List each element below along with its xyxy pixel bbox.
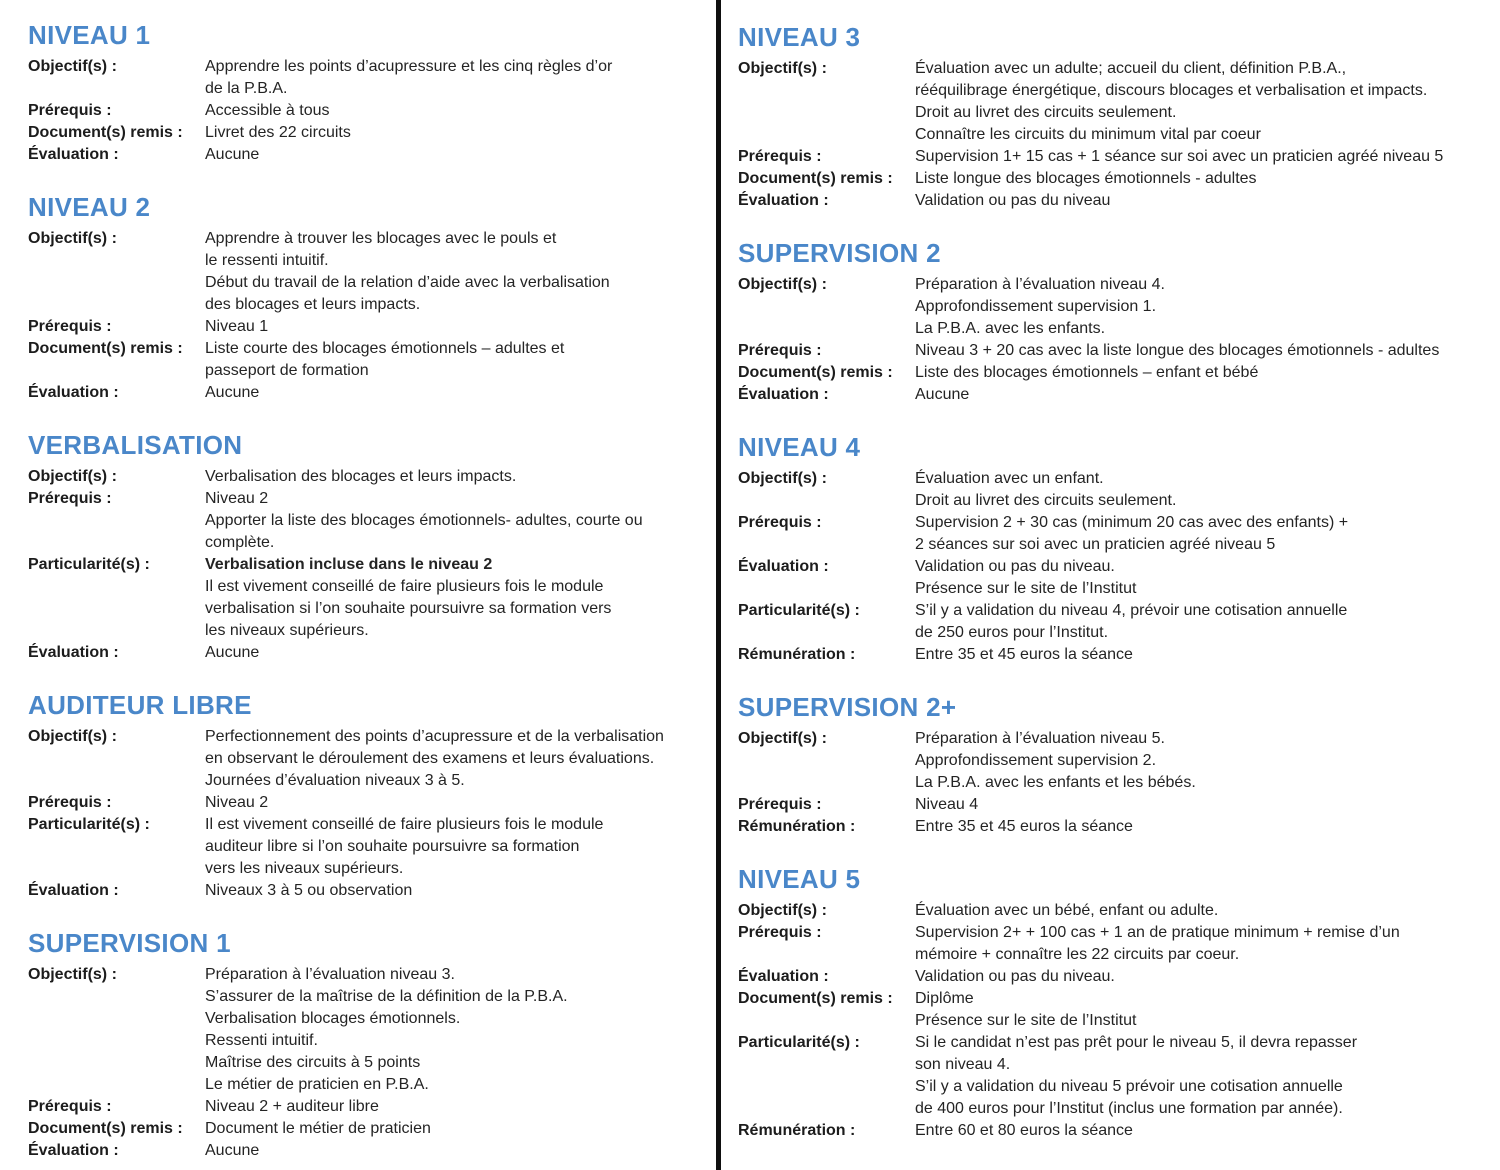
section-title: VERBALISATION [28,430,243,460]
field-row-pr-requis [28,792,710,814]
value-line: Maîtrise des circuits à 5 points [205,1054,421,1071]
value-line: Niveau 4 [915,796,979,813]
section-niveau-2 [28,192,710,404]
field-value [205,792,710,814]
value-line: vers les niveaux supérieurs. [205,860,404,877]
field-label: Objectif(s) : [28,230,117,247]
value-line: Droit au livret des circuits seulement. [915,104,1177,121]
section-title: NIVEAU 1 [28,20,151,50]
field-value [205,1118,710,1140]
field-row-objectifs [738,728,1492,794]
field-label: Objectif(s) : [738,730,827,747]
value-line: S’assurer de la maîtrise de la définition de la P.B.A. [205,988,568,1005]
value-line: Apprendre à trouver les blocages avec le pouls et [205,230,557,247]
field-label: Prérequis : [28,102,112,119]
field-row-valuation [28,642,710,664]
field-value [915,384,1492,406]
field-row-pr-requis [738,146,1492,168]
field-row-objectifs [738,900,1492,922]
field-row-r-mun-ration [738,644,1492,666]
field-row-documents-remis [738,168,1492,190]
field-row-valuation [738,384,1492,406]
section-niveau-3 [738,22,1492,212]
field-label: Évaluation : [738,386,829,403]
field-label: Objectif(s) : [738,60,827,77]
section-title: NIVEAU 3 [738,22,861,52]
section-title: NIVEAU 5 [738,864,861,894]
section-title: AUDITEUR LIBRE [28,690,252,720]
value-line: Niveau 3 + 20 cas avec la liste longue des blocages émotionnels - adultes [915,342,1440,359]
section-title: SUPERVISION 1 [28,928,231,958]
field-label: Document(s) remis : [738,364,893,381]
field-row-pr-requis [28,316,710,338]
field-value [915,600,1492,644]
field-row-documents-remis [28,338,710,382]
value-line: Supervision 2 + 30 cas (minimum 20 cas avec des enfants) + [915,514,1349,531]
field-label: Objectif(s) : [28,58,117,75]
value-line: Ressenti intuitif. [205,1032,318,1049]
field-row-documents-remis [28,122,710,144]
field-value [915,274,1492,340]
field-row-objectifs [28,56,710,100]
value-line: 2 séances sur soi avec un praticien agréé niveau 5 [915,536,1276,553]
value-line: Validation ou pas du niveau. [915,558,1115,575]
section-title: NIVEAU 4 [738,432,861,462]
field-value [915,190,1492,212]
value-line: Évaluation avec un bébé, enfant ou adulte. [915,902,1219,919]
field-label: Objectif(s) : [28,468,117,485]
field-row-objectifs [738,468,1492,512]
field-label: Évaluation : [738,968,829,985]
field-row-valuation [738,190,1492,212]
value-line: Préparation à l’évaluation niveau 3. [205,966,455,983]
section-supervision-2 [738,692,1492,838]
field-row-particularit-s [738,600,1492,644]
field-label: Prérequis : [738,924,822,941]
section-title: SUPERVISION 2+ [738,692,957,722]
value-line: La P.B.A. avec les enfants et les bébés. [915,774,1196,791]
section-auditeur-libre [28,690,710,902]
value-line: Début du travail de la relation d’aide avec la verbalisation [205,274,610,291]
field-row-objectifs [28,726,710,792]
value-line: Accessible à tous [205,102,330,119]
value-line: Le métier de praticien en P.B.A. [205,1076,429,1093]
value-line: de 250 euros pour l’Institut. [915,624,1109,641]
value-line: Journées d’évaluation niveaux 3 à 5. [205,772,465,789]
value-line: des blocages et leurs impacts. [205,296,421,313]
field-value [915,966,1492,988]
value-line: Il est vivement conseillé de faire plusieurs fois le module [205,816,604,833]
value-line: Entre 35 et 45 euros la séance [915,646,1133,663]
field-value [915,168,1492,190]
field-label: Prérequis : [738,796,822,813]
value-line: Évaluation avec un adulte; accueil du client, définition P.B.A., [915,60,1347,77]
field-value [205,228,710,316]
field-value [205,726,710,792]
value-line: Verbalisation des blocages et leurs impacts. [205,468,517,485]
field-label: Rémunération : [738,1122,856,1139]
field-label: Particularité(s) : [28,816,150,833]
value-line: son niveau 4. [915,1056,1011,1073]
field-label: Particularité(s) : [738,602,860,619]
field-row-objectifs [28,466,710,488]
field-row-documents-remis [28,1118,710,1140]
value-line: Verbalisation blocages émotionnels. [205,1010,461,1027]
field-row-pr-requis [738,794,1492,816]
field-row-objectifs [738,274,1492,340]
field-value [205,466,710,488]
field-value [205,814,710,880]
field-label: Document(s) remis : [738,170,893,187]
field-value [915,340,1492,362]
field-row-valuation [28,880,710,902]
value-line: Approfondissement supervision 2. [915,752,1157,769]
field-row-documents-remis [738,988,1492,1032]
field-value [915,468,1492,512]
field-label: Évaluation : [28,146,119,163]
field-row-particularit-s [28,554,710,642]
field-label: Prérequis : [738,342,822,359]
value-line: Liste des blocages émotionnels – enfant et bébé [915,364,1259,381]
value-line: Supervision 1+ 15 cas + 1 séance sur soi avec un praticien agréé niveau 5 [915,148,1444,165]
field-value [205,56,710,100]
field-row-pr-requis [738,512,1492,556]
field-value [205,488,710,554]
value-line: rééquilibrage énergétique, discours blocages et verbalisation et impacts. [915,82,1428,99]
value-line: complète. [205,534,275,551]
field-row-valuation [28,1140,710,1162]
value-line: Aucune [205,1142,260,1159]
value-line: de 400 euros pour l’Institut (inclus une formation par année). [915,1100,1343,1117]
field-value [205,964,710,1096]
value-line: Connaître les circuits du minimum vital par coeur [915,126,1261,143]
field-value [205,1096,710,1118]
field-value [205,316,710,338]
field-label: Particularité(s) : [738,1034,860,1051]
field-label: Document(s) remis : [28,340,183,357]
right-column [721,0,1500,1170]
field-label: Évaluation : [28,882,119,899]
field-value [915,988,1492,1032]
field-value [205,880,710,902]
field-label: Prérequis : [28,794,112,811]
field-label: Prérequis : [28,1098,112,1115]
field-row-r-mun-ration [738,816,1492,838]
value-line: passeport de formation [205,362,369,379]
field-row-pr-requis [28,1096,710,1118]
field-label: Document(s) remis : [738,990,893,1007]
field-label: Rémunération : [738,818,856,835]
section-title: NIVEAU 2 [28,192,151,222]
field-row-objectifs [28,964,710,1096]
field-row-pr-requis [738,922,1492,966]
field-value [915,900,1492,922]
field-value [205,1140,710,1162]
value-line: Diplôme [915,990,974,1007]
value-line: Aucune [205,644,260,661]
section-title: SUPERVISION 2 [738,238,941,268]
section-niveau-1 [28,20,710,166]
field-value [205,144,710,166]
value-line: Apporter la liste des blocages émotionnels- adultes, courte ou [205,512,643,529]
section-niveau-5 [738,864,1492,1142]
value-line: Liste longue des blocages émotionnels - adultes [915,170,1257,187]
field-value [915,816,1492,838]
field-row-valuation [738,966,1492,988]
field-row-particularit-s [28,814,710,880]
value-line: Niveau 1 [205,318,269,335]
value-line: Niveau 2 + auditeur libre [205,1098,379,1115]
value-line: Préparation à l’évaluation niveau 4. [915,276,1165,293]
field-row-valuation [28,382,710,404]
left-column [0,0,716,1170]
value-line: Évaluation avec un enfant. [915,470,1104,487]
field-value [915,556,1492,600]
field-value [915,58,1492,146]
section-supervision-2 [738,238,1492,406]
field-value [205,338,710,382]
value-line: S’il y a validation du niveau 4, prévoir une cotisation annuelle [915,602,1348,619]
value-line: Document le métier de praticien [205,1120,431,1137]
field-label: Évaluation : [738,558,829,575]
field-value [915,644,1492,666]
value-line: Supervision 2+ + 100 cas + 1 an de pratique minimum + remise d’un [915,924,1400,941]
field-row-particularit-s [738,1032,1492,1120]
field-row-pr-requis [738,340,1492,362]
value-line: Préparation à l’évaluation niveau 5. [915,730,1165,747]
field-value [915,146,1492,168]
field-label: Objectif(s) : [738,902,827,919]
value-line: S’il y a validation du niveau 5 prévoir une cotisation annuelle [915,1078,1343,1095]
field-value [915,362,1492,384]
section-verbalisation [28,430,710,664]
field-label: Prérequis : [28,318,112,335]
field-value [915,1032,1492,1120]
field-label: Objectif(s) : [738,470,827,487]
value-line: Niveaux 3 à 5 ou observation [205,882,413,899]
field-label: Évaluation : [28,384,119,401]
value-line: les niveaux supérieurs. [205,622,369,639]
field-label: Document(s) remis : [28,1120,183,1137]
field-row-documents-remis [738,362,1492,384]
value-line: le ressenti intuitif. [205,252,329,269]
value-line: Présence sur le site de l’Institut [915,580,1137,597]
field-label: Rémunération : [738,646,856,663]
section-supervision-1 [28,928,710,1162]
field-value [915,1120,1492,1142]
field-row-objectifs [28,228,710,316]
field-value [915,794,1492,816]
field-value [205,122,710,144]
value-line: verbalisation si l’on souhaite poursuivre sa formation vers [205,600,612,617]
value-line: Validation ou pas du niveau [915,192,1111,209]
field-label: Document(s) remis : [28,124,183,141]
value-line: Validation ou pas du niveau. [915,968,1115,985]
value-line: Si le candidat n’est pas prêt pour le niveau 5, il devra repasser [915,1034,1358,1051]
field-label: Prérequis : [738,514,822,531]
value-line: en observant le déroulement des examens et leurs évaluations. [205,750,655,767]
value-line: Apprendre les points d’acupressure et les cinq règles d’or [205,58,613,75]
field-value [915,728,1492,794]
field-label: Objectif(s) : [738,276,827,293]
value-line: Approfondissement supervision 1. [915,298,1157,315]
field-row-objectifs [738,58,1492,146]
field-value [205,382,710,404]
value-line: Entre 35 et 45 euros la séance [915,818,1133,835]
field-row-valuation [28,144,710,166]
field-value [205,642,710,664]
field-row-pr-requis [28,100,710,122]
value-line: auditeur libre si l’on souhaite poursuivre sa formation [205,838,580,855]
value-line: Aucune [205,146,260,163]
value-line: Liste courte des blocages émotionnels – adultes et [205,340,565,357]
field-label: Évaluation : [28,644,119,661]
value-line: Il est vivement conseillé de faire plusieurs fois le module [205,578,604,595]
field-row-pr-requis [28,488,710,554]
value-line: Niveau 2 [205,794,269,811]
field-value [205,554,710,642]
value-line: Droit au livret des circuits seulement. [915,492,1177,509]
value-line: Aucune [915,386,970,403]
value-line: de la P.B.A. [205,80,288,97]
field-value [915,922,1492,966]
field-row-valuation [738,556,1492,600]
field-label: Particularité(s) : [28,556,150,573]
value-line: Entre 60 et 80 euros la séance [915,1122,1133,1139]
value-line: La P.B.A. avec les enfants. [915,320,1106,337]
field-label: Évaluation : [28,1142,119,1159]
field-label: Prérequis : [28,490,112,507]
value-line: Aucune [205,384,260,401]
field-label: Évaluation : [738,192,829,209]
field-row-r-mun-ration [738,1120,1492,1142]
field-value [915,512,1492,556]
value-line: Présence sur le site de l’Institut [915,1012,1137,1029]
value-line: mémoire + connaître les 22 circuits par coeur. [915,946,1240,963]
value-line: Perfectionnement des points d’acupressure et de la verbalisation [205,728,664,745]
field-label: Objectif(s) : [28,728,117,745]
field-value [205,100,710,122]
field-label: Objectif(s) : [28,966,117,983]
field-label: Prérequis : [738,148,822,165]
section-niveau-4 [738,432,1492,666]
value-line: Niveau 2 [205,490,269,507]
value-line: Verbalisation incluse dans le niveau 2 [205,556,493,573]
value-line: Livret des 22 circuits [205,124,351,141]
